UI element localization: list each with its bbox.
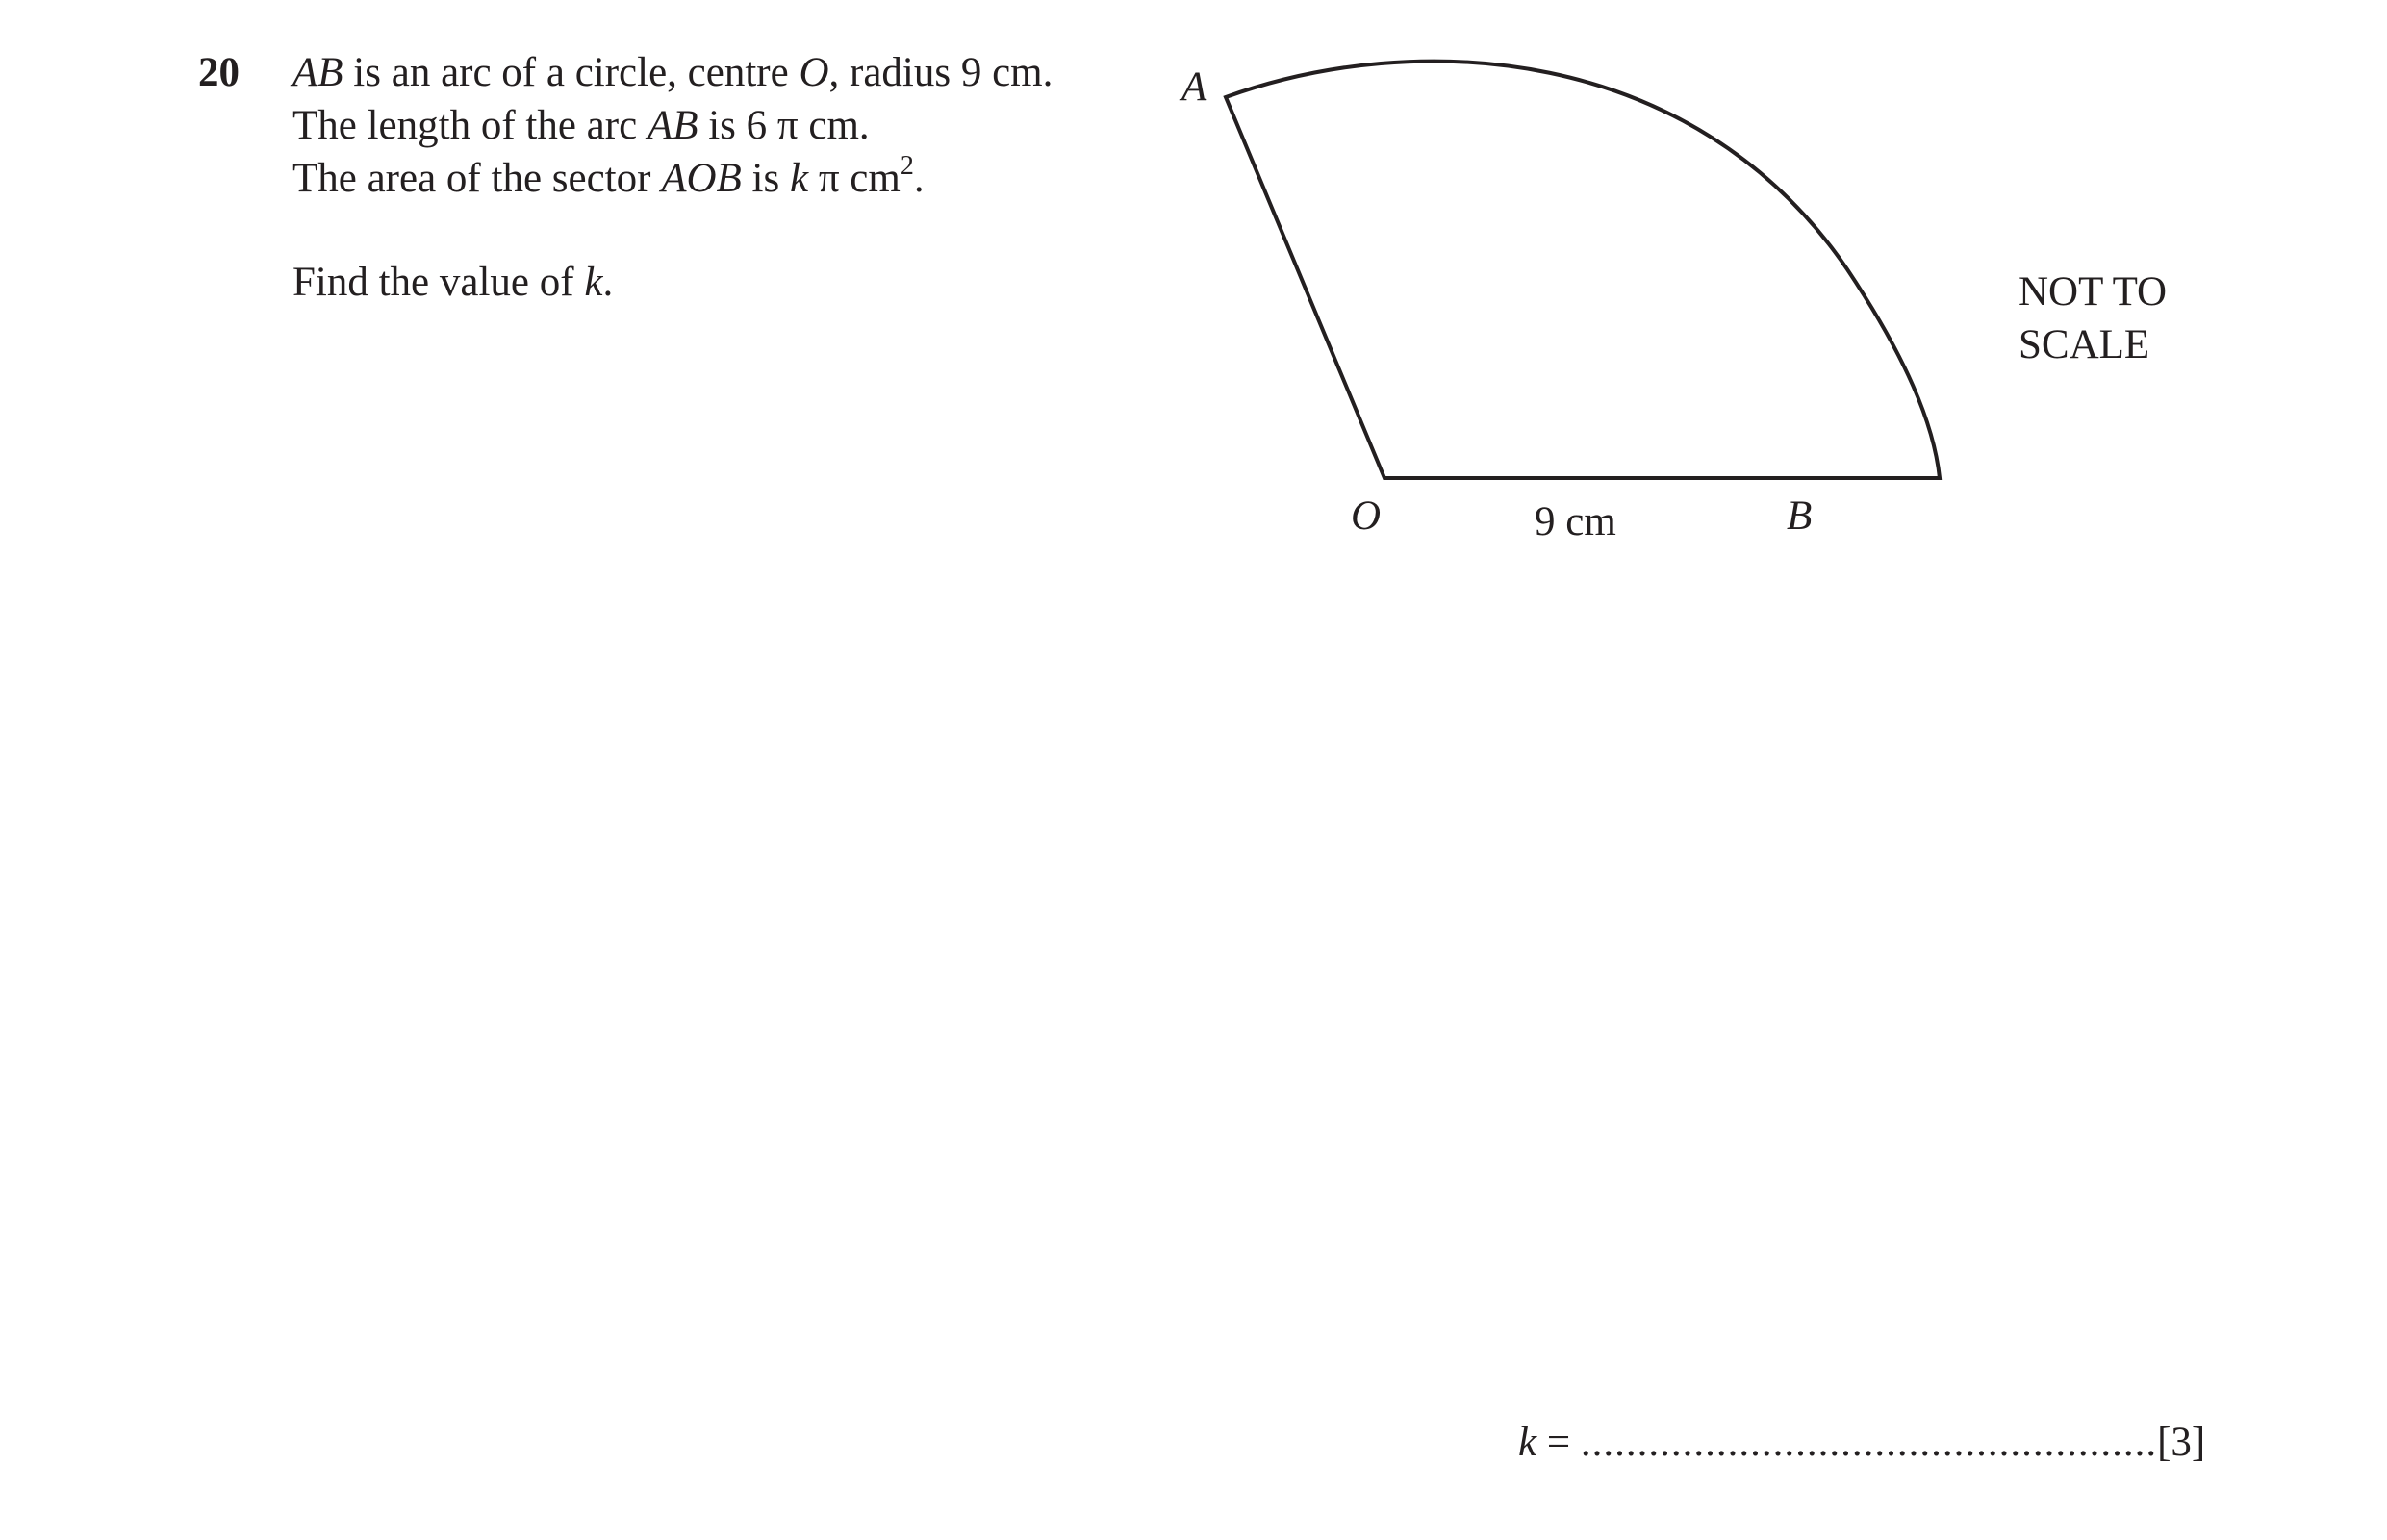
marks-label: [3] bbox=[2157, 1420, 2206, 1465]
sector-outline bbox=[1226, 62, 1940, 478]
radius-label: 9 cm bbox=[1535, 499, 1616, 544]
answer-equals: = bbox=[1536, 1420, 1581, 1465]
text-segment: . bbox=[913, 156, 925, 201]
text-segment: Find the value of bbox=[292, 260, 585, 305]
text-segment: The length of the arc bbox=[292, 103, 648, 148]
text-segment: AB bbox=[292, 50, 343, 95]
text-segment: π cm bbox=[808, 156, 901, 201]
superscript: 2 bbox=[900, 151, 914, 181]
text-segment: O bbox=[799, 50, 829, 95]
label-o: O bbox=[1351, 493, 1382, 539]
text-segment: , radius 9 cm. bbox=[828, 50, 1054, 95]
text-segment: AB bbox=[647, 103, 698, 148]
text-segment: The area of the sector bbox=[292, 156, 662, 201]
text-segment: is an arc of a circle, centre bbox=[343, 50, 800, 95]
not-to-scale-line-1: NOT TO bbox=[2019, 269, 2168, 315]
text-segment: . bbox=[602, 260, 614, 305]
label-a: A bbox=[1181, 64, 1207, 110]
text-segment: AOB bbox=[661, 156, 742, 201]
text-segment: k bbox=[789, 156, 809, 201]
question-number: 20 bbox=[198, 50, 240, 95]
not-to-scale-note bbox=[2019, 265, 2167, 371]
answer-field[interactable]: ................................................... bbox=[1580, 1420, 2158, 1465]
answer-variable: k bbox=[1518, 1420, 1537, 1465]
text-segment: is bbox=[741, 156, 790, 201]
text-segment: is 6 π cm. bbox=[698, 103, 870, 148]
label-b: B bbox=[1787, 493, 1813, 539]
answer-line bbox=[1518, 1416, 2205, 1470]
not-to-scale-line-2: SCALE bbox=[2019, 322, 2150, 367]
text-segment: k bbox=[584, 260, 603, 305]
